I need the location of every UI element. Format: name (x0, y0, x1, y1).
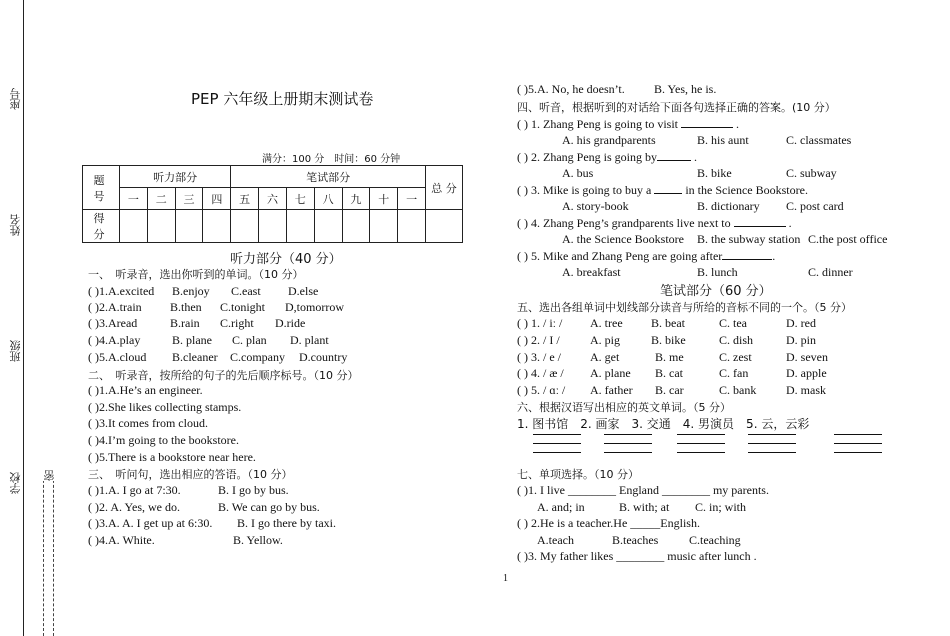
s4-q3-b: B. dictionary (697, 199, 760, 213)
s4-q4-tail: . (788, 216, 792, 230)
score-meta: 满分：100 分 时间：60 分钟 (262, 154, 401, 165)
answer-blank[interactable] (722, 248, 772, 260)
score-cell[interactable] (342, 210, 370, 243)
s3-q1-a: ( )1.A. I go at 7:30. (88, 483, 181, 497)
s3-q4-b: B. Yellow. (233, 533, 283, 547)
s2-item-1: ( )1.A.He’s an engineer. (88, 383, 203, 397)
s7-q2-c: C.teaching (689, 533, 741, 547)
s4-q5-text: ( ) 5. Mike and Zhang Peng are going after (517, 249, 723, 263)
s7-q2-a: A.teach (537, 533, 574, 547)
binding-dashed-line-2 (53, 470, 54, 636)
s5-q1-c: C. tea (719, 316, 747, 330)
section-2-title: 二、 听录音，按所给的句子的先后顺序标号。（10 分） (88, 369, 359, 382)
s1-q2-b: B.then (170, 300, 202, 314)
s4-q1-a: A. his grandparents (562, 133, 656, 147)
s5-q3-c: C. zest (719, 350, 752, 364)
s1-q4-d: D. plant (290, 333, 329, 347)
name-label: 姓名 (9, 214, 22, 236)
score-table (82, 165, 463, 243)
s5-q1-b: B. beat (651, 316, 685, 330)
answer-blank[interactable] (734, 215, 786, 227)
s2-item-4: ( )4.I’m going to the bookstore. (88, 433, 239, 447)
s5-q5-c: C. bank (719, 383, 757, 397)
s5-q5-d: D. mask (786, 383, 826, 397)
s7-q1-a: A. and; in (537, 500, 585, 514)
s4-q5-a: A. breakfast (562, 265, 621, 279)
answer-blank[interactable] (657, 149, 691, 161)
s4-q5 (517, 248, 775, 264)
s4-q1-b: B. his aunt (697, 133, 749, 147)
s4-q1-text: ( ) 1. Zhang Peng is going to visit (517, 117, 678, 131)
table-col-num: 八 (314, 188, 342, 210)
s1-q3-b: B.rain (170, 316, 200, 330)
s5-q2-a: A. pig (590, 333, 620, 347)
s1-q3-c: C.right (220, 316, 254, 330)
s4-q1-tail: . (736, 117, 739, 131)
table-col-num: 一 (398, 188, 426, 210)
s4-q2-c: C. subway (786, 166, 837, 180)
s1-q2-num: ( )2.A.train (88, 300, 142, 314)
s2-item-2: ( )2.She likes collecting stamps. (88, 400, 242, 414)
s1-q2-d: D,tomorrow (285, 300, 344, 314)
table-col-num: 一 (120, 188, 148, 210)
score-cell[interactable] (175, 210, 203, 243)
s4-q3-text: ( ) 3. Mike is going to buy a (517, 183, 652, 197)
answer-blank[interactable] (681, 116, 733, 128)
section-7-title: 七、单项选择。（10 分） (517, 468, 639, 481)
s3-q5-b: B. Yes, he is. (654, 82, 717, 96)
s4-q4-text: ( ) 4. Zhang Peng’s grandparents live next to (517, 216, 731, 230)
s3-q4-a: ( )4.A. White. (88, 533, 155, 547)
score-cell[interactable] (370, 210, 398, 243)
s1-q4-c: C. plan (232, 333, 267, 347)
section-6-title: 六、根据汉语写出相应的英文单词。（5 分） (517, 401, 731, 414)
score-cell[interactable] (398, 210, 426, 243)
s4-q2-tail: . (694, 150, 697, 164)
s5-q3-b: B. me (655, 350, 684, 364)
score-cell[interactable] (314, 210, 342, 243)
table-col-num: 三 (175, 188, 203, 210)
page-number: 1 (503, 573, 508, 584)
table-listening-header: 听力部分 (120, 166, 231, 188)
score-cell[interactable] (120, 210, 148, 243)
s6-words: 1. 图书馆 2. 画家 3. 交通 4. 男演员 5. 云，云彩 (517, 417, 810, 431)
table-score-label: 得 分 (83, 210, 120, 243)
s5-q2-b: B. bike (651, 333, 686, 347)
s4-q2 (517, 149, 697, 165)
s5-q4-c: C. fan (719, 366, 749, 380)
s6-blanks-4[interactable] (748, 426, 796, 453)
s5-q2-d: D. pin (786, 333, 816, 347)
s6-blanks-3[interactable] (677, 426, 725, 453)
s4-q3 (517, 182, 808, 198)
seal-label: 密 (43, 470, 56, 481)
s4-q3-c: C. post card (786, 199, 844, 213)
s3-q1-b: B. I go by bus. (218, 483, 289, 497)
s4-q2-b: B. bike (697, 166, 732, 180)
page-title: PEP 六年级上册期末测试卷 (191, 90, 374, 108)
binding-dashed-line (43, 470, 44, 636)
s1-q2-c: C.tonight (220, 300, 266, 314)
s1-q5-num: ( )5.A.cloud (88, 350, 147, 364)
s4-q1-c: C. classmates (786, 133, 852, 147)
s3-q5-a: ( )5.A. No, he doesn’t. (517, 82, 625, 96)
s6-blanks-2[interactable] (604, 426, 652, 453)
s5-q4-a: A. plane (590, 366, 631, 380)
s7-q3: ( )3. My father likes ________ music after lunch . (517, 549, 757, 563)
s6-blanks-1[interactable] (533, 426, 581, 453)
section-1-title: 一、 听录音，选出你听到的单词。（10 分） (88, 268, 304, 281)
answer-blank[interactable] (654, 182, 682, 194)
table-row-label: 题 号 (83, 166, 120, 210)
s1-q1-num: ( )1.A.excited (88, 284, 155, 298)
listening-section-header: 听力部分（40 分） (230, 252, 342, 267)
table-col-num: 七 (286, 188, 314, 210)
s5-q5-num: ( ) 5. / ɑː / (517, 383, 566, 397)
s4-q2-text: ( ) 2. Zhang Peng is going by (517, 150, 657, 164)
s1-q5-b: B.cleaner (172, 350, 218, 364)
score-cell[interactable] (259, 210, 287, 243)
score-cell[interactable] (203, 210, 231, 243)
s5-q1-d: D. red (786, 316, 816, 330)
table-col-num: 十 (370, 188, 398, 210)
s5-q4-b: B. cat (655, 366, 683, 380)
score-cell[interactable] (286, 210, 314, 243)
s5-q2-num: ( ) 2. / I / (517, 333, 560, 347)
s1-q3-num: ( )3.Aread (88, 316, 138, 330)
s7-q1-b: B. with; at (619, 500, 670, 514)
s4-q3-a: A. story-book (562, 199, 629, 213)
s7-q2-b: B.teaches (612, 533, 659, 547)
s5-q2-c: C. dish (719, 333, 754, 347)
s3-q3-b: B. I go there by taxi. (237, 516, 336, 530)
s5-q4-d: D. apple (786, 366, 827, 380)
s4-q4-c: C.the post office (808, 232, 888, 246)
s1-q4-num: ( )4.A.play (88, 333, 141, 347)
s1-q1-b: B.enjoy (172, 284, 210, 298)
s5-q5-a: A. father (590, 383, 633, 397)
s3-q2-a: ( )2. A. Yes, we do. (88, 500, 181, 514)
s4-q5-tail: . (772, 249, 776, 263)
section-3-title: 三、 听问句，选出相应的答语。（10 分） (88, 468, 293, 481)
score-cell[interactable] (147, 210, 175, 243)
s5-q3-d: D. seven (786, 350, 828, 364)
section-5-title: 五、选出各组单词中划线部分读音与所给的音标不同的一个。（5 分） (517, 301, 852, 314)
table-col-num: 四 (203, 188, 231, 210)
score-cell[interactable] (231, 210, 259, 243)
school-label: 学校 (9, 472, 22, 494)
s7-q1-c: C. in; with (695, 500, 747, 514)
s7-q2: ( ) 2.He is a teacher.He _____English. (517, 516, 700, 530)
s1-q5-c: C.company (230, 350, 285, 364)
s4-q4-b: B. the subway station (697, 232, 801, 246)
s5-q3-num: ( ) 3. / e / (517, 350, 561, 364)
s4-q4 (517, 215, 792, 231)
s4-q3-tail: in the Science Bookstore. (685, 183, 808, 197)
score-cell[interactable] (426, 210, 463, 243)
s4-q5-b: B. lunch (697, 265, 738, 279)
class-label: 班级 (9, 340, 22, 362)
s1-q5-d: D.country (299, 350, 348, 364)
section-4-title: 四、听音，根据听到的对话给下面各句选择正确的答案。(10 分） (517, 101, 836, 114)
table-col-num: 六 (259, 188, 287, 210)
s4-q4-a: A. the Science Bookstore (562, 232, 684, 246)
table-col-num: 二 (147, 188, 175, 210)
s5-q1-num: ( ) 1. / iː / (517, 316, 563, 330)
s1-q1-c: C.east (231, 284, 261, 298)
s2-item-3: ( )3.It comes from cloud. (88, 416, 208, 430)
s2-item-5: ( )5.There is a bookstore near here. (88, 450, 256, 464)
table-col-num: 五 (231, 188, 259, 210)
s3-q2-b: B. We can go by bus. (218, 500, 320, 514)
s1-q4-b: B. plane (172, 333, 212, 347)
s4-q2-a: A. bus (562, 166, 594, 180)
s7-q1: ( )1. I live ________ England ________ my parents. (517, 483, 769, 497)
table-col-num: 九 (342, 188, 370, 210)
s4-q5-c: C. dinner (808, 265, 853, 279)
table-total-header: 总 分 (426, 166, 463, 210)
s5-q3-a: A. get (590, 350, 620, 364)
seat-label: 座号 (9, 88, 22, 110)
s5-q1-a: A. tree (590, 316, 623, 330)
s4-q1 (517, 116, 739, 132)
s5-q4-num: ( ) 4. / æ / (517, 366, 564, 380)
s1-q1-d: D.else (288, 284, 319, 298)
written-section-header: 笔试部分（60 分） (660, 284, 772, 299)
s3-q3-a: ( )3.A. A. I get up at 6:30. (88, 516, 213, 530)
s5-q5-b: B. car (655, 383, 684, 397)
table-written-header: 笔试部分 (231, 166, 426, 188)
s6-blanks-5[interactable] (834, 426, 882, 453)
s1-q3-d: D.ride (275, 316, 306, 330)
